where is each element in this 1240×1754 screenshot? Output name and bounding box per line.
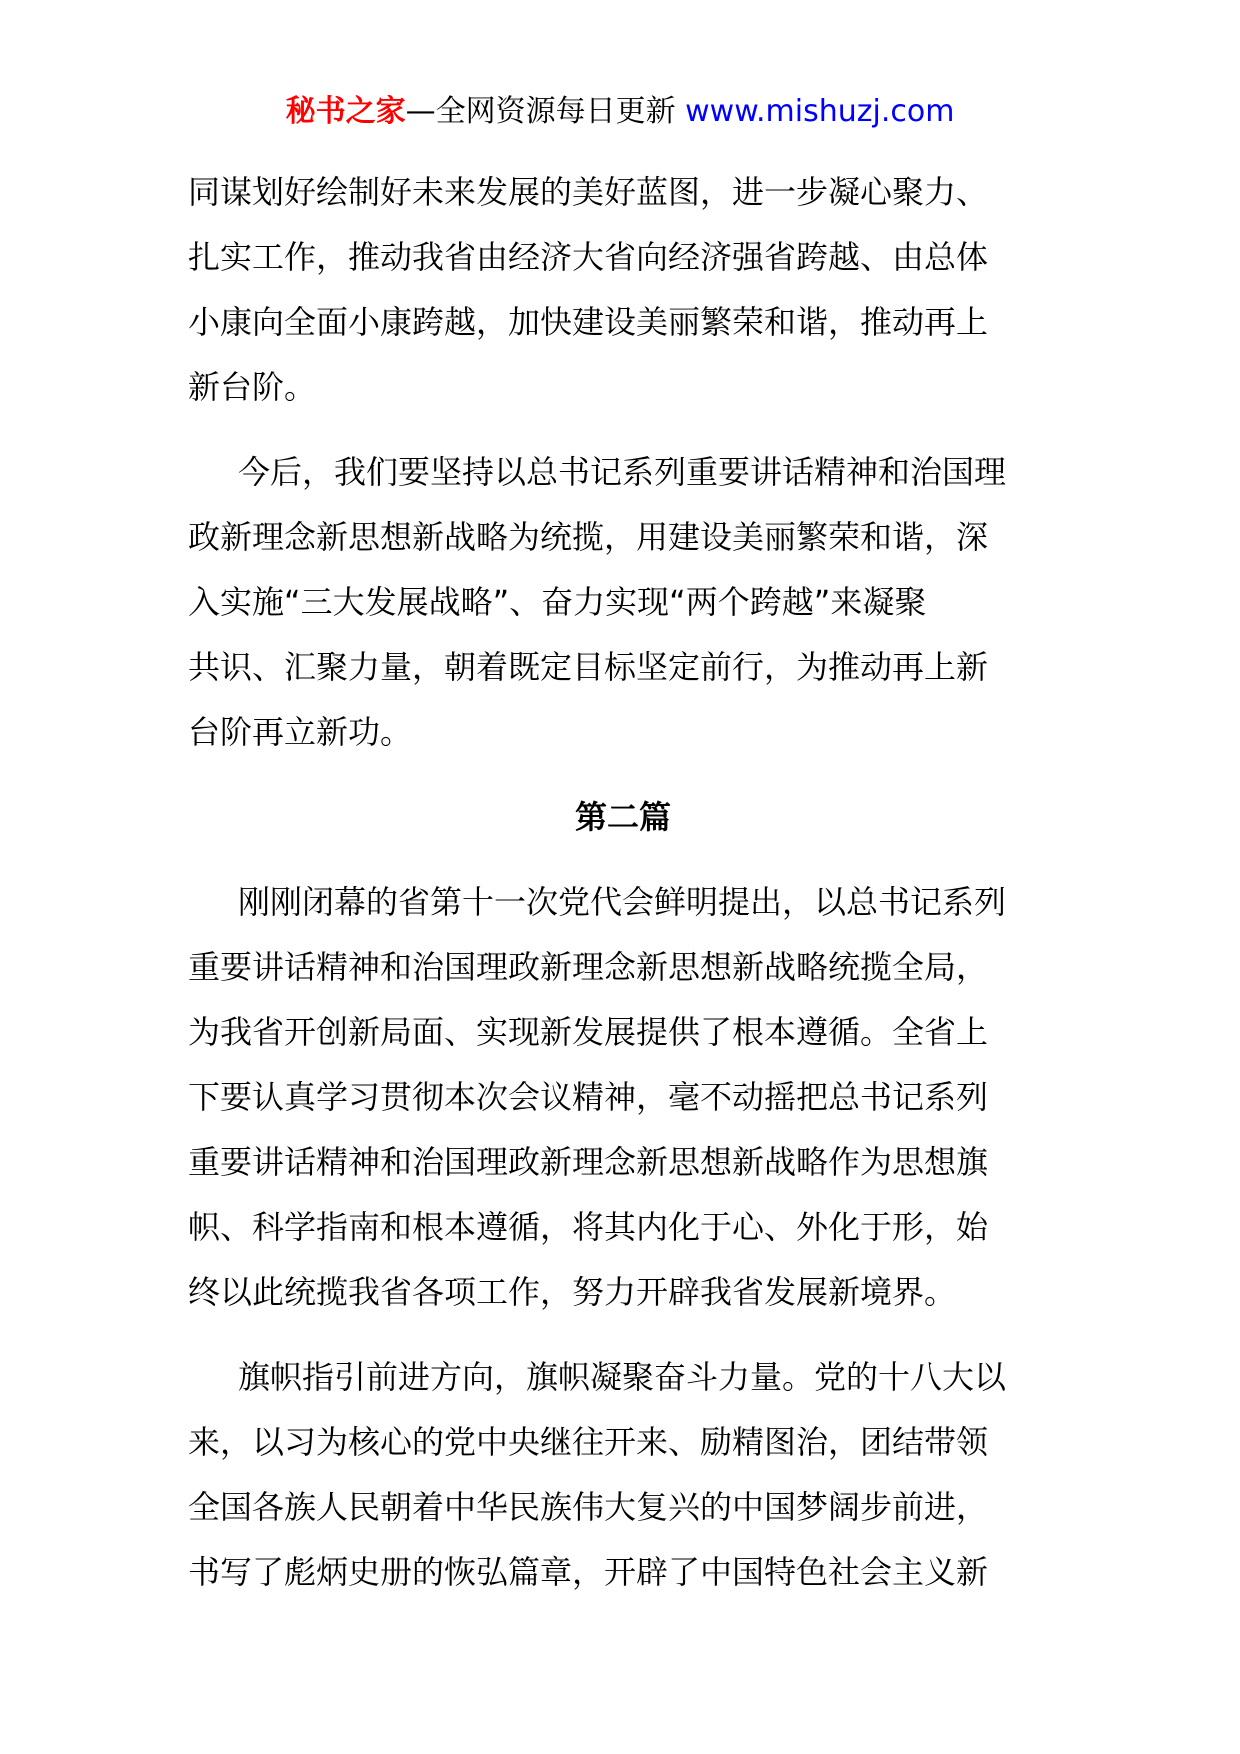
paragraph	[188, 870, 1048, 1325]
text-line: 今后，我们要坚持以总书记系列重要讲话精神和治国理	[238, 453, 1007, 491]
text-line: 入实施“三大发展战略”、奋力实现“两个跨越”来凝聚	[188, 583, 927, 621]
paragraph-gap	[188, 420, 1048, 440]
section-title: 第二篇	[574, 798, 671, 836]
text-line: 新台阶。	[188, 368, 317, 406]
text-line: 帜、科学指南和根本遵循，将其内化于心、外化于形，始	[188, 1208, 989, 1246]
text-line: 刚刚闭幕的省第十一次党代会鲜明提出，以总书记系列	[238, 883, 1007, 921]
text-line: 为我省开创新局面、实现新发展提供了根本遵循。全省上	[188, 1013, 989, 1051]
site-brand: 秘书之家	[285, 94, 406, 129]
text-line: 同谋划好绘制好未来发展的美好蓝图，进一步凝心聚力、	[188, 173, 989, 211]
site-tagline: —全网资源每日更新	[405, 94, 676, 129]
paragraph-gap	[188, 850, 1048, 870]
text-line: 旗帜指引前进方向，旗帜凝聚奋斗力量。党的十八大以	[238, 1358, 1007, 1396]
paragraph-gap	[188, 1325, 1048, 1345]
text-line: 下要认真学习贯彻本次会议精神，毫不动摇把总书记系列	[188, 1078, 989, 1116]
paragraph	[188, 440, 1048, 765]
text-line: 政新理念新思想新战略为统揽，用建设美丽繁荣和谐，深	[188, 518, 989, 556]
text-line: 台阶再立新功。	[188, 713, 413, 751]
text-line: 来，以习为核心的党中央继往开来、励精图治，团结带领	[188, 1423, 989, 1461]
paragraph	[188, 160, 1048, 420]
text-line: 终以此统揽我省各项工作，努力开辟我省发展新境界。	[188, 1273, 957, 1311]
text-line: 共识、汇聚力量，朝着既定目标坚定前行，为推动再上新	[188, 648, 989, 686]
document-body	[188, 160, 1048, 1605]
text-line: 小康向全面小康跨越，加快建设美丽繁荣和谐，推动再上	[188, 303, 989, 341]
paragraph	[188, 1345, 1048, 1605]
text-line: 重要讲话精神和治国理政新理念新思想新战略作为思想旗	[188, 1143, 989, 1181]
text-line: 全国各族人民朝着中华民族伟大复兴的中国梦阔步前进，	[188, 1488, 989, 1526]
page-header	[0, 92, 1240, 132]
text-line: 重要讲话精神和治国理政新理念新思想新战略统揽全局，	[188, 948, 989, 986]
paragraph-gap	[188, 765, 1048, 785]
text-line: 扎实工作，推动我省由经济大省向经济强省跨越、由总体	[188, 238, 989, 276]
text-line: 书写了彪炳史册的恢弘篇章，开辟了中国特色社会主义新	[188, 1553, 989, 1591]
site-url-link[interactable]: www.mishuzj.com	[685, 94, 955, 129]
